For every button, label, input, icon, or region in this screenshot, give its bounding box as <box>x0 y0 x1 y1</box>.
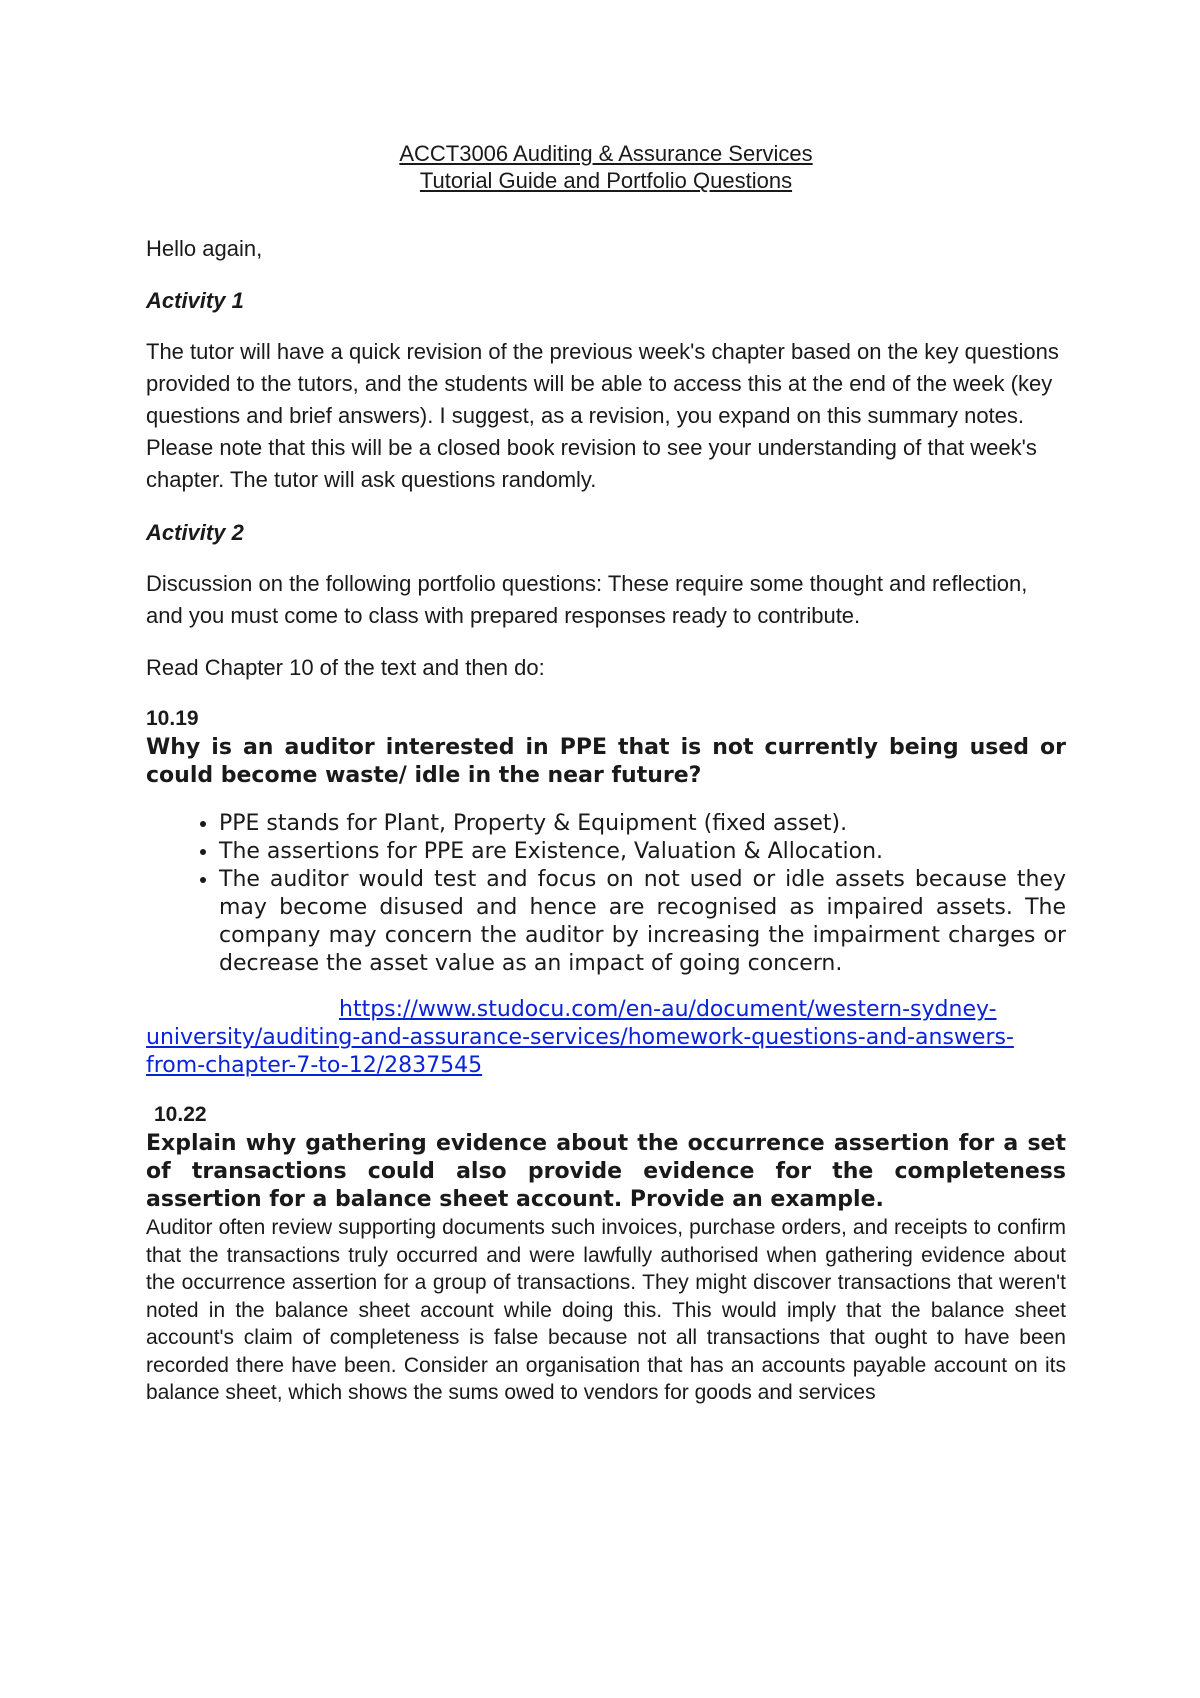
question-text-10-22: Explain why gathering evidence about the occurrence assertion for a set of transactions could also provide evidence for the completeness assertion for a balance sheet account. Provide an example. <box>146 1131 1066 1212</box>
activity-1-text: The tutor will have a quick revision of the previous week's chapter based on the key questions provided to the tutors, and the students will be able to access this at the end of the week (key questions and brief answers). I suggest, as a revision, you expand on this summary notes. Please note that this will be a closed book revision to see your understanding of that week's chapter. The tutor will ask questions randomly. <box>146 339 1059 492</box>
bullet-item: • PPE stands for Plant, Property & Equipment (fixed asset). <box>219 810 1066 838</box>
answer-bullet-list <box>146 810 1066 978</box>
question-text-10-19: Why is an auditor interested in PPE that is not currently being used or could become waste/ idle in the near future? <box>146 735 1066 788</box>
document-page <box>146 140 1066 1407</box>
read-instruction: Read Chapter 10 of the text and then do: <box>146 655 545 680</box>
activity-2-heading: Activity 2 <box>146 520 244 545</box>
bullet-item: • The auditor would test and focus on not used or idle assets because they may become disused and hence are recognised as impaired assets. The company may concern the auditor by increasing the impairment charges or decrease the asset value as an impact of going concern. <box>219 866 1066 978</box>
reference-link-block <box>146 996 1066 1080</box>
greeting: Hello again, <box>146 236 263 261</box>
bullet-item: • The assertions for PPE are Existence, Valuation & Allocation. <box>219 838 1066 866</box>
question-number-10-19: 10.19 <box>146 707 199 730</box>
reference-link[interactable]: https://www.studocu.com/en-au/document/western-sydney-university/auditing-and-assurance-services/homework-questions-and-answers-from-chapter-7-to-12/2837545 <box>146 997 1014 1078</box>
question-number-10-22: 10.22 <box>154 1103 207 1126</box>
document-title-course: ACCT3006 Auditing & Assurance Services <box>399 141 813 166</box>
activity-1-heading: Activity 1 <box>146 288 244 313</box>
answer-text-10-22: Auditor often review supporting documents such invoices, purchase orders, and receipts to confirm that the transactions truly occurred and were lawfully authorised when gathering evidence about the occurrence assertion for a group of transactions. They might discover transactions that weren't noted in the balance sheet account while doing this. This would imply that the balance sheet account's claim of completeness is false because not all transactions that ought to have been recorded there have been. Consider an organisation that has an accounts payable account on its balance sheet, which shows the sums owed to vendors for goods and services <box>146 1216 1066 1404</box>
document-title-subtitle: Tutorial Guide and Portfolio Questions <box>419 168 793 193</box>
activity-2-text: Discussion on the following portfolio questions: These require some thought and reflection, and you must come to class with prepared responses ready to contribute. <box>146 571 1028 628</box>
